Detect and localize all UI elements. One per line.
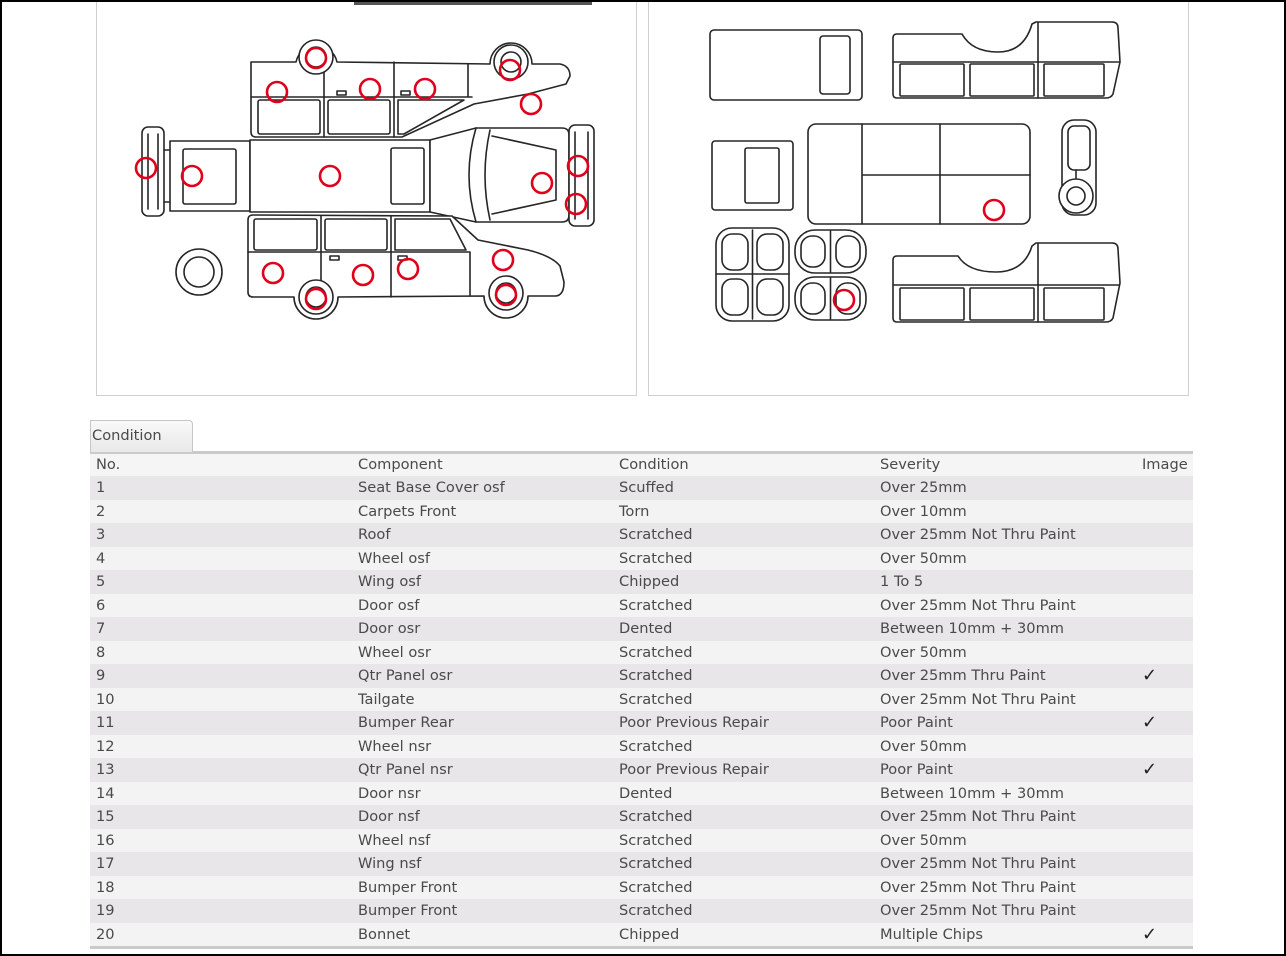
column-header-severity: Severity bbox=[880, 456, 941, 473]
cell-no: 19 bbox=[96, 902, 115, 919]
cell-severity: Over 25mm Not Thru Paint bbox=[880, 855, 1076, 872]
table-row bbox=[90, 782, 1193, 806]
cell-image bbox=[1136, 899, 1193, 923]
condition-table bbox=[90, 451, 1193, 949]
table-row bbox=[90, 594, 1193, 618]
vehicle-exterior-diagram bbox=[97, 0, 636, 395]
side-window bbox=[258, 100, 320, 134]
cell-no: 7 bbox=[96, 620, 106, 637]
cell-image bbox=[1136, 758, 1193, 782]
rear-shelf-panel bbox=[712, 141, 793, 210]
cell-no: 18 bbox=[96, 878, 115, 896]
cell-no: 3 bbox=[96, 526, 106, 543]
cell-condition: Poor Previous Repair bbox=[619, 761, 769, 778]
cell-component: Bonnet bbox=[358, 925, 411, 943]
cell-condition: Scratched bbox=[619, 549, 693, 567]
damage-marker[interactable] bbox=[521, 94, 541, 114]
cell-component: Door osr bbox=[358, 620, 421, 637]
cell-component: Door nsr bbox=[358, 784, 421, 802]
table-row bbox=[90, 805, 1193, 829]
cell-no: 4 bbox=[96, 549, 106, 567]
cell-no: 9 bbox=[96, 667, 106, 684]
cell-condition: Chipped bbox=[619, 573, 680, 590]
cell-image bbox=[1136, 923, 1193, 947]
table-row bbox=[90, 899, 1193, 923]
load-floor-panel bbox=[710, 30, 862, 100]
lower-side-trim-panel bbox=[893, 243, 1120, 322]
cell-component: Wing osf bbox=[358, 573, 421, 590]
dashboard-steering-wheel bbox=[1059, 120, 1096, 215]
cell-condition: Poor Previous Repair bbox=[619, 714, 769, 731]
table-row bbox=[90, 711, 1193, 735]
top-view bbox=[142, 125, 594, 226]
cell-condition: Dented bbox=[619, 784, 673, 802]
roof-lining-panel bbox=[808, 124, 1030, 224]
cell-severity: Over 50mm bbox=[880, 549, 967, 567]
rear-seats bbox=[716, 228, 789, 321]
cell-severity: Between 10mm + 30mm bbox=[880, 784, 1065, 802]
cell-severity: Over 25mm bbox=[880, 479, 967, 496]
cell-severity: Over 50mm bbox=[880, 831, 967, 849]
cell-condition: Scratched bbox=[619, 690, 693, 708]
cell-component: Wing nsf bbox=[358, 855, 422, 872]
cell-condition: Scratched bbox=[619, 855, 693, 872]
cell-condition: Dented bbox=[619, 620, 673, 637]
cell-component: Door osf bbox=[358, 596, 420, 614]
condition-table-body bbox=[90, 476, 1193, 946]
cell-severity: Over 25mm Not Thru Paint bbox=[880, 878, 1076, 896]
cell-image bbox=[1136, 805, 1193, 829]
cell-severity: Poor Paint bbox=[880, 714, 953, 731]
cell-component: Door nsf bbox=[358, 808, 420, 825]
table-row bbox=[90, 688, 1193, 712]
cell-component: Qtr Panel nsr bbox=[358, 761, 453, 778]
cell-no: 13 bbox=[96, 761, 115, 778]
cell-image bbox=[1136, 476, 1193, 500]
check-icon[interactable]: ✓ bbox=[1142, 923, 1158, 945]
cell-image bbox=[1136, 523, 1193, 547]
cell-no: 10 bbox=[96, 690, 115, 708]
cell-component: Wheel osf bbox=[358, 549, 430, 567]
cell-image bbox=[1136, 829, 1193, 853]
cell-component: Roof bbox=[358, 526, 391, 543]
rear-bumper bbox=[142, 127, 164, 216]
cell-severity: Over 50mm bbox=[880, 737, 967, 755]
table-row bbox=[90, 476, 1193, 500]
cell-image bbox=[1136, 500, 1193, 524]
cell-no: 15 bbox=[96, 808, 115, 825]
side-window bbox=[398, 100, 464, 134]
cell-component: Wheel nsf bbox=[358, 831, 431, 849]
table-row bbox=[90, 829, 1193, 853]
cell-image bbox=[1136, 617, 1193, 641]
lower-side-profile bbox=[248, 215, 564, 319]
table-row bbox=[90, 735, 1193, 759]
cell-image bbox=[1136, 711, 1193, 735]
upper-side-trim-panel bbox=[893, 22, 1120, 98]
cell-no: 20 bbox=[96, 925, 115, 943]
cell-component: Bumper Front bbox=[358, 878, 458, 896]
side-window bbox=[254, 219, 317, 250]
wheel bbox=[494, 45, 528, 79]
cell-condition: Scratched bbox=[619, 596, 693, 614]
cell-no: 5 bbox=[96, 573, 106, 590]
cell-condition: Chipped bbox=[619, 925, 680, 943]
exterior-diagram-panel bbox=[96, 0, 637, 396]
cell-severity: Over 25mm Not Thru Paint bbox=[880, 596, 1076, 614]
table-row bbox=[90, 500, 1193, 524]
cell-condition: Scratched bbox=[619, 526, 693, 543]
cell-severity: Over 25mm Thru Paint bbox=[880, 667, 1046, 684]
check-icon[interactable]: ✓ bbox=[1142, 665, 1158, 686]
cell-image bbox=[1136, 547, 1193, 571]
cell-image bbox=[1136, 876, 1193, 900]
cell-condition: Scratched bbox=[619, 831, 693, 849]
column-header-image: Image bbox=[1142, 456, 1188, 473]
side-window bbox=[325, 219, 387, 250]
table-header-row bbox=[90, 454, 1193, 476]
cell-component: Qtr Panel osr bbox=[358, 667, 453, 684]
tab-condition[interactable]: Condition bbox=[90, 420, 193, 452]
table-row bbox=[90, 876, 1193, 900]
check-icon[interactable]: ✓ bbox=[1142, 712, 1158, 733]
cell-severity: Poor Paint bbox=[880, 761, 953, 778]
column-header-no: No. bbox=[96, 456, 121, 473]
cell-component: Bumper Front bbox=[358, 902, 458, 919]
table-row bbox=[90, 923, 1193, 947]
cell-no: 6 bbox=[96, 596, 106, 614]
cell-condition: Torn bbox=[619, 502, 650, 520]
check-icon[interactable]: ✓ bbox=[1142, 759, 1158, 780]
cell-image bbox=[1136, 735, 1193, 759]
panel-header-rule bbox=[354, 2, 592, 5]
cell-image bbox=[1136, 852, 1193, 876]
cell-image bbox=[1136, 782, 1193, 806]
cell-no: 16 bbox=[96, 831, 115, 849]
cell-no: 8 bbox=[96, 643, 106, 661]
cell-severity: Between 10mm + 30mm bbox=[880, 620, 1065, 637]
cell-severity: Over 50mm bbox=[880, 643, 967, 661]
front-seats bbox=[795, 230, 866, 320]
cell-condition: Scratched bbox=[619, 667, 693, 684]
table-row bbox=[90, 570, 1193, 594]
cell-no: 12 bbox=[96, 737, 115, 755]
cell-severity: Multiple Chips bbox=[880, 925, 983, 943]
cell-component: Wheel nsr bbox=[358, 737, 432, 755]
column-header-condition: Condition bbox=[619, 456, 689, 473]
column-header-component: Component bbox=[358, 456, 443, 473]
cell-image bbox=[1136, 570, 1193, 594]
cell-severity: Over 25mm Not Thru Paint bbox=[880, 690, 1076, 708]
cell-condition: Scuffed bbox=[619, 479, 674, 496]
cell-severity: 1 To 5 bbox=[880, 573, 924, 590]
cell-component: Carpets Front bbox=[358, 502, 457, 520]
cell-component: Wheel osr bbox=[358, 643, 431, 661]
cell-condition: Scratched bbox=[619, 902, 693, 919]
cell-severity: Over 25mm Not Thru Paint bbox=[880, 808, 1076, 825]
table-row bbox=[90, 641, 1193, 665]
cell-component: Tailgate bbox=[358, 690, 415, 708]
spare-wheel bbox=[176, 249, 222, 295]
cell-component: Bumper Rear bbox=[358, 714, 454, 731]
cell-no: 11 bbox=[96, 714, 115, 731]
table-row bbox=[90, 523, 1193, 547]
upper-side-profile bbox=[251, 40, 570, 137]
table-row bbox=[90, 758, 1193, 782]
side-window bbox=[328, 100, 390, 134]
cell-image bbox=[1136, 641, 1193, 665]
table-row bbox=[90, 547, 1193, 571]
cell-severity: Over 10mm bbox=[880, 502, 967, 520]
cell-severity: Over 25mm Not Thru Paint bbox=[880, 526, 1076, 543]
cell-condition: Scratched bbox=[619, 808, 693, 825]
table-row bbox=[90, 617, 1193, 641]
cell-condition: Scratched bbox=[619, 643, 693, 661]
cell-condition: Scratched bbox=[619, 878, 693, 896]
interior-diagram-panel bbox=[648, 0, 1189, 396]
cell-image bbox=[1136, 688, 1193, 712]
cell-no: 2 bbox=[96, 502, 106, 520]
cell-severity: Over 25mm Not Thru Paint bbox=[880, 902, 1076, 919]
vehicle-interior-diagram bbox=[649, 0, 1188, 395]
cell-image bbox=[1136, 664, 1193, 688]
cell-condition: Scratched bbox=[619, 737, 693, 755]
cell-no: 14 bbox=[96, 784, 115, 802]
table-row bbox=[90, 664, 1193, 688]
table-row bbox=[90, 852, 1193, 876]
cell-no: 17 bbox=[96, 855, 115, 872]
cell-image bbox=[1136, 594, 1193, 618]
cell-component: Seat Base Cover osf bbox=[358, 479, 505, 496]
cell-no: 1 bbox=[96, 479, 106, 496]
